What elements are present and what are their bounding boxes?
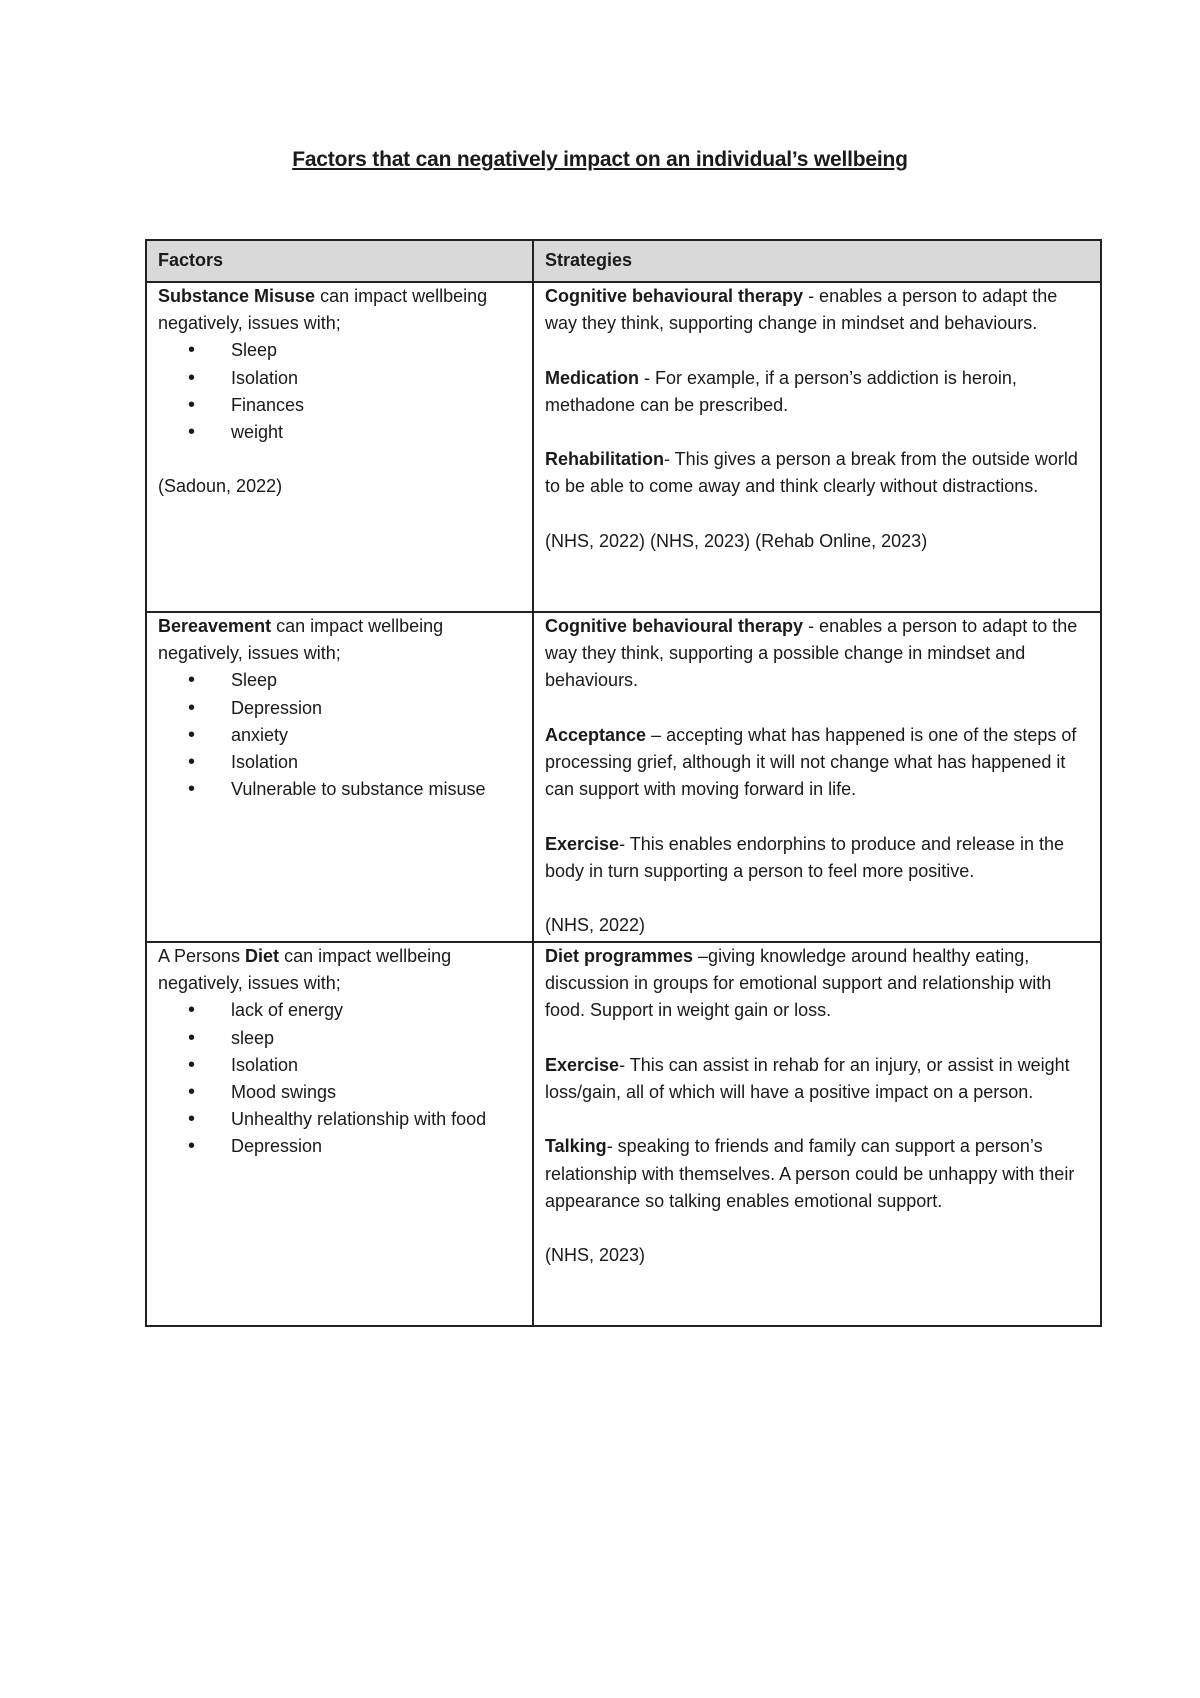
strategy-name: Medication	[545, 367, 640, 388]
list-item: • Isolation	[158, 1052, 524, 1079]
factor-name: Substance Misuse	[158, 286, 316, 306]
strategies-cell	[533, 282, 1101, 612]
issues-list	[158, 667, 524, 803]
table-row	[146, 942, 1101, 1326]
factor-intro: Bereavement can impact wellbeing negatively, issues with;	[158, 616, 444, 664]
table-header-row	[146, 240, 1101, 282]
strategy-paragraph: Talking- speaking to friends and family can support a person’s relationship with themselves. A person could be unhappy with their appearance so talking enables emotional support.	[545, 1136, 1075, 1211]
list-item: • anxiety	[158, 722, 524, 749]
list-item: • Finances	[158, 392, 524, 419]
list-item: • sleep	[158, 1025, 524, 1052]
strategy-paragraph: Medication - For example, if a person’s addiction is heroin, methadone can be prescribed.	[545, 367, 1017, 415]
list-item: • Isolation	[158, 365, 524, 392]
strategy-citation: (NHS, 2023)	[545, 1245, 646, 1266]
factor-citation: (Sadoun, 2022)	[158, 476, 283, 497]
list-item: • Mood swings	[158, 1079, 524, 1106]
factor-intro: A Persons Diet can impact wellbeing negatively, issues with;	[158, 946, 452, 994]
list-item: • Unhealthy relationship with food	[158, 1106, 524, 1133]
factor-name: Bereavement	[158, 616, 272, 636]
strategy-name: Cognitive behavioural therapy	[545, 616, 804, 636]
list-item: • Depression	[158, 1133, 524, 1160]
strategy-name: Exercise	[545, 1054, 620, 1075]
factors-strategies-table	[145, 239, 1102, 1327]
strategy-paragraph: Cognitive behavioural therapy - enables a person to adapt the way they think, supporting change in mindset and behaviours.	[545, 286, 1058, 334]
table-row	[146, 282, 1101, 612]
page-title: Factors that can negatively impact on an individual’s wellbeing	[292, 148, 908, 171]
strategy-name: Diet programmes	[545, 946, 694, 966]
strategies-cell	[533, 942, 1101, 1326]
strategy-name: Cognitive behavioural therapy	[545, 286, 804, 306]
list-item: • Isolation	[158, 749, 524, 776]
issues-list	[158, 997, 524, 1160]
strategy-paragraph: Rehabilitation- This gives a person a break from the outside world to be able to come away and think clearly without distractions.	[545, 449, 1078, 497]
factor-cell	[146, 282, 533, 612]
strategy-paragraph: Acceptance – accepting what has happened is one of the steps of processing grief, although it will not change what has happened it can support with moving forward in life.	[545, 724, 1077, 800]
factor-cell	[146, 612, 533, 942]
list-item: • weight	[158, 419, 524, 446]
factor-cell	[146, 942, 533, 1326]
strategy-citation: (NHS, 2022) (NHS, 2023) (Rehab Online, 2023)	[545, 530, 928, 551]
header-strategies: Strategies	[533, 240, 1101, 282]
strategy-name: Acceptance	[545, 724, 647, 745]
issues-list	[158, 337, 524, 446]
list-item: • Sleep	[158, 337, 524, 364]
strategy-paragraph: Exercise- This can assist in rehab for an injury, or assist in weight loss/gain, all of which will have a positive impact on a person.	[545, 1054, 1070, 1102]
table-row	[146, 612, 1101, 942]
strategy-paragraph: Exercise- This enables endorphins to produce and release in the body in turn supporting a person to feel more positive.	[545, 833, 1065, 881]
strategy-name: Rehabilitation	[545, 449, 665, 470]
strategies-cell	[533, 612, 1101, 942]
list-item: • Depression	[158, 695, 524, 722]
strategy-name: Exercise	[545, 833, 620, 854]
strategy-paragraph: Diet programmes –giving knowledge around healthy eating, discussion in groups for emotional support and relationship with food. Support in weight gain or loss.	[545, 946, 1052, 1021]
strategy-citation: (NHS, 2022)	[545, 915, 646, 936]
strategy-paragraph: Cognitive behavioural therapy - enables a person to adapt to the way they think, supporting a possible change in mindset and behaviours.	[545, 616, 1078, 691]
header-factors: Factors	[146, 240, 533, 282]
factor-name: Diet	[245, 946, 280, 966]
list-item: • lack of energy	[158, 997, 524, 1024]
list-item: • Vulnerable to substance misuse	[158, 776, 524, 803]
factor-intro: Substance Misuse can impact wellbeing negatively, issues with;	[158, 286, 488, 334]
list-item: • Sleep	[158, 667, 524, 694]
strategy-name: Talking	[545, 1136, 607, 1157]
